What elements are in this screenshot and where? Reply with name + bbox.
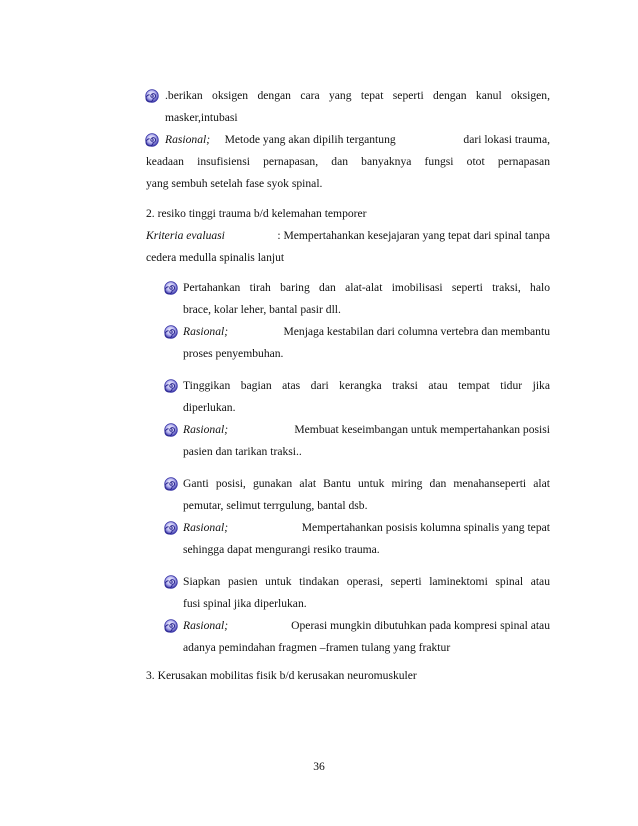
intervention-item: Siapkan pasien untuk tindakan operasi, seperti laminektomi spinal atau fusi spinal jika diperlukan. [183,575,550,610]
swirl-bullet-icon [164,575,178,589]
swirl-bullet-icon [164,325,178,339]
swirl-bullet-icon [164,423,178,437]
rationale-item: Rasional; Operasi mungkin dibutuhkan pada kompresi spinal atau adanya pemindahan fragmen –framen tulang yang fraktur [183,619,550,654]
oxygen-rationale-cont: keadaan insufisiensi pernapasan, dan banyaknya fungsi otot pernapasan yang sembuh setelah fase syok spinal. [146,155,550,190]
intervention-item: Pertahankan tirah baring dan alat-alat imobilisasi seperti traksi, halo brace, kolar leher, bantal pasir dll. [183,281,550,316]
swirl-bullet-icon [164,521,178,535]
rationale-item: Rasional; Membuat keseimbangan untuk mempertahankan posisi pasien dan tarikan traksi.. [183,423,550,458]
oxygen-rationale: Rasional; Metode yang akan dipilih tergantung dari lokasi trauma, [165,133,550,146]
section-heading-2: 2. resiko tinggi trauma b/d kelemahan temporer [146,207,367,220]
rationale-item: Rasional; Menjaga kestabilan dari columna vertebra dan membantu proses penyembuhan. [183,325,550,360]
swirl-bullet-icon [145,133,159,147]
page-number: 36 [313,760,325,773]
oxygen-instruction: .berikan oksigen dengan cara yang tepat seperti dengan kanul oksigen, masker,intubasi [165,89,550,124]
swirl-bullet-icon [164,379,178,393]
swirl-bullet-icon [164,281,178,295]
evaluation-criteria: Kriteria evaluasi : Mempertahankan kesejajaran yang tepat dari spinal tanpa cedera medulla spinalis lanjut [146,229,550,264]
swirl-bullet-icon [164,477,178,491]
section-heading-3: 3. Kerusakan mobilitas fisik b/d kerusakan neuromuskuler [146,669,417,682]
intervention-item: Tinggikan bagian atas dari kerangka traksi atau tempat tidur jika diperlukan. [183,379,550,414]
intervention-item: Ganti posisi, gunakan alat Bantu untuk miring dan menahanseperti alat pemutar, selimut terrgulung, bantal dsb. [183,477,550,512]
rationale-item: Rasional; Mempertahankan posisis kolumna spinalis yang tepat sehingga dapat mengurangi resiko trauma. [183,521,550,556]
swirl-bullet-icon [164,619,178,633]
swirl-bullet-icon [145,89,159,103]
